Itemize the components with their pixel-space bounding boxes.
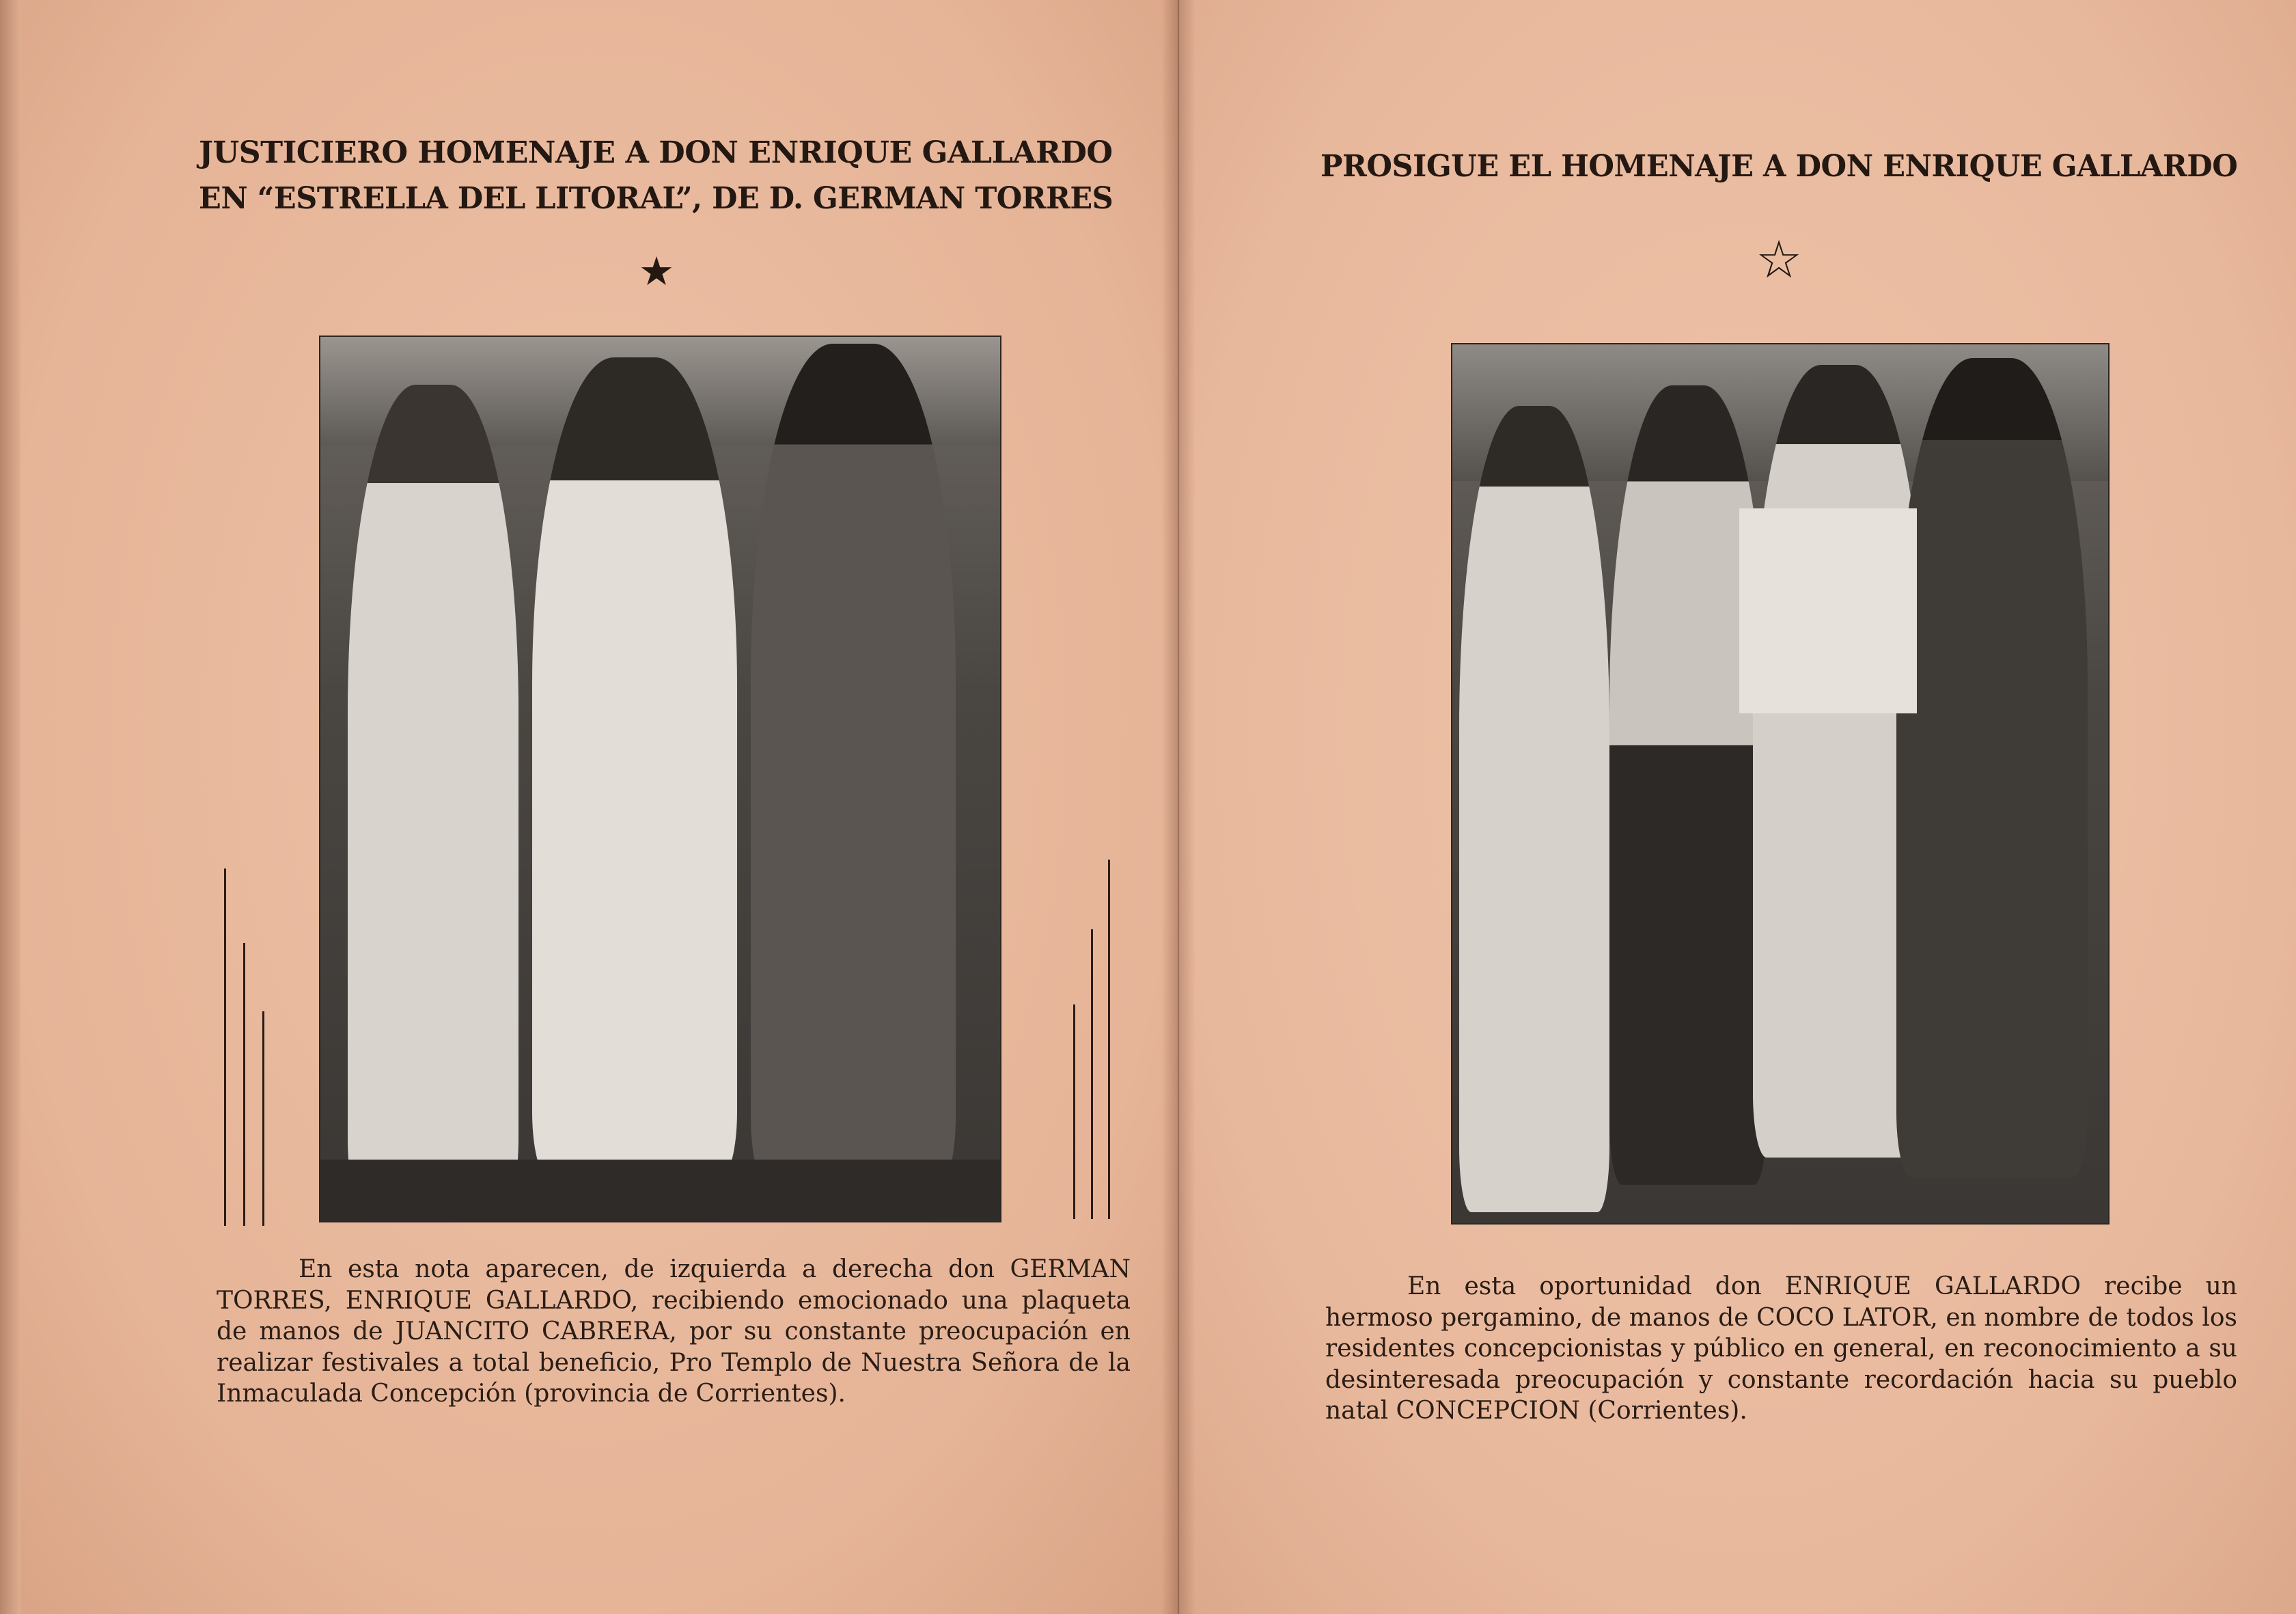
- star-outline-icon: ☆: [1756, 229, 1803, 290]
- decorative-line: [224, 868, 226, 1226]
- person-figure: [1609, 385, 1767, 1185]
- right-page: [1178, 0, 2296, 1614]
- decorative-line: [262, 1011, 264, 1226]
- decorative-line: [1073, 1004, 1075, 1219]
- left-heading-line-2: EN “ESTRELLA DEL LITORAL”, DE D. GERMAN TORRES: [199, 181, 1114, 216]
- parchment: [1739, 508, 1917, 713]
- decorative-line: [243, 943, 245, 1226]
- page-edge: [0, 0, 20, 1614]
- star-icon: ★: [639, 248, 674, 295]
- left-heading-line-1: JUSTICIERO HOMENAJE A DON ENRIQUE GALLARDO: [199, 135, 1113, 170]
- right-heading: PROSIGUE EL HOMENAJE A DON ENRIQUE GALLARDO: [1320, 149, 2238, 184]
- person-figure: [1459, 406, 1609, 1212]
- left-caption: En esta nota aparecen, de izquierda a derecha don GERMAN TORRES, ENRIQUE GALLARDO, recibiendo emocionado una plaqueta de manos de JUANCITO CABRERA, por su constante preocupación en realizar festivales a total beneficio, Pro Templo de Nuestra Señora de la Inmaculada Concepción (provincia de Corrientes).: [217, 1255, 1131, 1408]
- decorative-line: [1091, 929, 1093, 1219]
- person-figure: [532, 357, 737, 1177]
- right-photo: [1451, 343, 2110, 1225]
- person-figure: [751, 344, 956, 1184]
- person-figure: [348, 385, 518, 1205]
- book-spine: [1161, 0, 1195, 1614]
- decorative-line: [1108, 860, 1110, 1219]
- right-caption: En esta oportunidad don ENRIQUE GALLARDO recibe un hermoso pergamino, de manos de COCO LATOR, en nombre de todos los residentes concepcionistas y público en general, en reconocimiento a su desinteresada preocupación y constante recordación hacia su pueblo natal CONCEPCION (Corrientes).: [1325, 1272, 2237, 1425]
- person-figure: [1896, 358, 2088, 1178]
- left-photo: [319, 336, 1001, 1222]
